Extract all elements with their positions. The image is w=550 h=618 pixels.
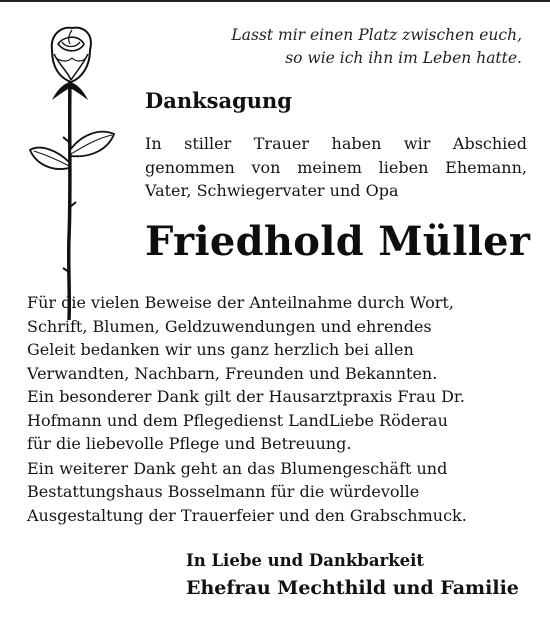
thanks-paragraph-1 <box>27 291 527 456</box>
body-line: für die liebevolle Pflege und Betreuung. <box>27 434 352 453</box>
rose-icon <box>22 22 122 322</box>
verse-line-1: Lasst mir einen Platz zwischen euch, <box>231 26 522 44</box>
heading-danksagung: Danksagung <box>145 88 292 113</box>
intro-line-3: Vater, Schwiegervater und Opa <box>145 181 399 200</box>
verse-line-2: so wie ich ihn im Leben hatte. <box>285 49 522 67</box>
body-line: Für die vielen Beweise der Anteilnahme durch Wort, <box>27 293 454 312</box>
intro-line-1: In stiller Trauer haben wir Abschied <box>145 134 527 153</box>
body-line: Schrift, Blumen, Geldzuwendungen und ehrendes <box>27 316 432 336</box>
deceased-name: Friedhold Müller <box>145 218 531 265</box>
body-line: Bestattungshaus Bosselmann für die würdevolle <box>27 482 420 501</box>
closing-line-1: In Liebe und Dankbarkeit <box>186 551 425 570</box>
body-line: Ein besonderer Dank gilt der Hausarztpraxis Frau Dr. <box>27 387 465 406</box>
body-line: Ausgestaltung der Trauerfeier und den Grabschmuck. <box>27 505 467 525</box>
body-line: Verwandten, Nachbarn, Freunden und Bekannten. <box>27 363 438 383</box>
body-line: Geleit bedanken wir uns ganz herzlich bei allen <box>27 340 414 359</box>
verse <box>202 24 522 70</box>
body-line: Hofmann und dem Pflegedienst LandLiebe Röderau <box>27 410 448 430</box>
intro-text <box>145 132 527 203</box>
thanks-body <box>27 291 527 528</box>
thanks-paragraph-2 <box>27 457 527 528</box>
intro-line-2: genommen von meinem lieben Ehemann, <box>145 157 527 177</box>
closing-signature: Ehefrau Mechthild und Familie <box>186 577 519 599</box>
body-line: Ein weiterer Dank geht an das Blumengeschäft und <box>27 458 448 478</box>
